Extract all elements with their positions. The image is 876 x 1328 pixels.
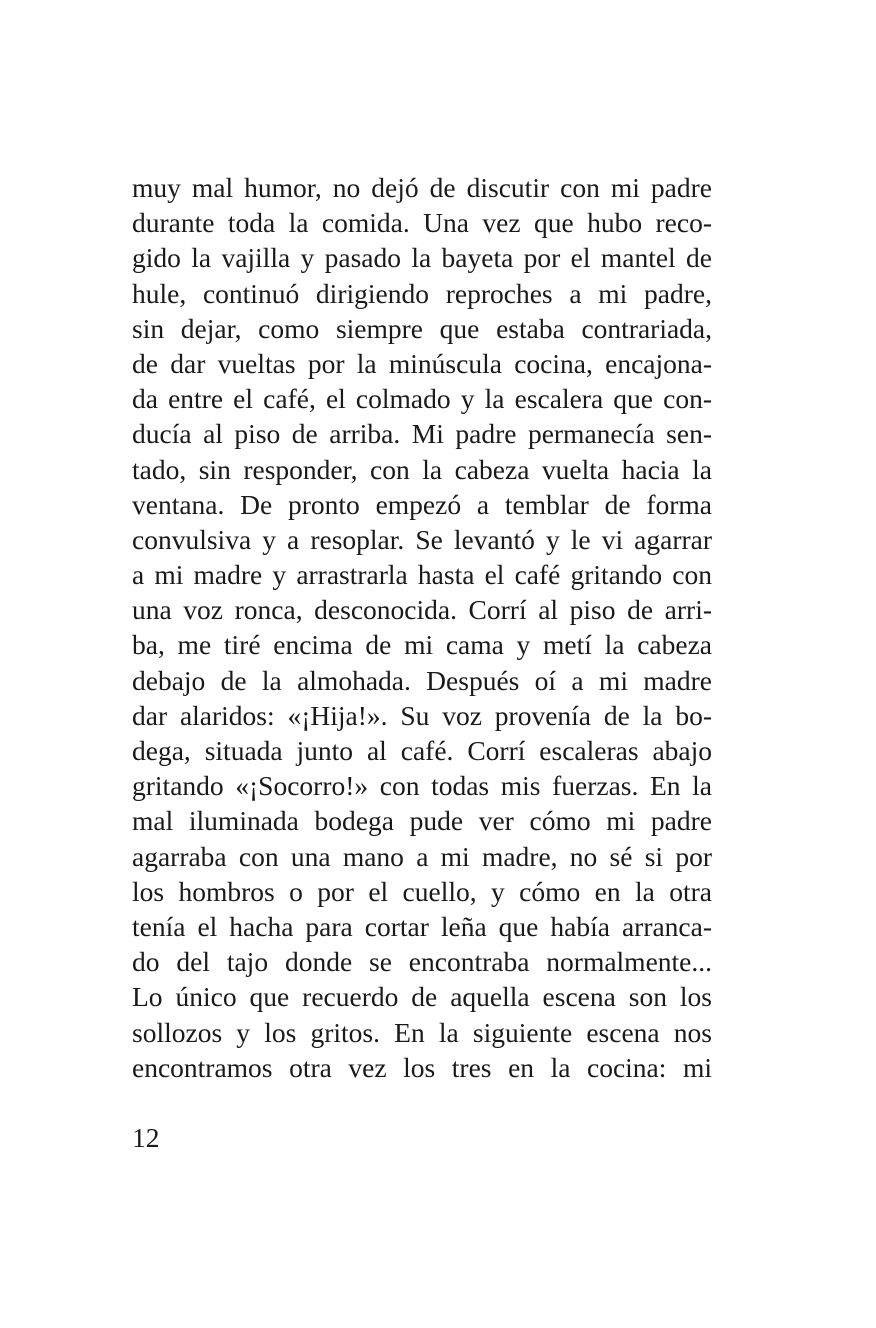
text-line: ducía al piso de arriba. Mi padre permanecía sen-: [132, 418, 712, 450]
text-line: tenía el hacha para cortar leña que había arranca-: [132, 910, 712, 942]
text-line: dega, situada junto al café. Corrí escaleras abajo: [132, 735, 712, 766]
text-line: una voz ronca, desconocida. Corrí al piso de arri-: [132, 594, 712, 626]
text-line: agarraba con una mano a mi madre, no sé si por: [132, 840, 712, 872]
text-line: ba, me tiré encima de mi cama y metí la cabeza: [132, 629, 712, 661]
text-line: Lo único que recuerdo de aquella escena son los: [132, 981, 712, 1013]
text-line: de dar vueltas por la minúscula cocina, encajona-: [132, 347, 712, 379]
text-line: mal iluminada bodega pude ver cómo mi padre: [132, 805, 712, 837]
text-line: muy mal humor, no dejó de discutir con mi padre: [132, 172, 712, 203]
text-line: gido la vajilla y pasado la bayeta por el mantel de: [132, 242, 712, 274]
text-line: do del tajo donde se encontraba normalmente...: [132, 946, 712, 978]
text-line: gritando «¡Socorro!» con todas mis fuerzas. En la: [132, 770, 712, 802]
text-line: da entre el café, el colmado y la escalera que con-: [132, 383, 712, 415]
text-line: debajo de la almohada. Después oí a mi madre: [132, 664, 712, 696]
text-line: convulsiva y a resoplar. Se levantó y le vi agarrar: [132, 523, 712, 555]
page-number: 12: [132, 1122, 160, 1153]
text-line: tado, sin responder, con la cabeza vuelta hacia la: [132, 453, 712, 485]
text-line: ventana. De pronto empezó a temblar de forma: [132, 488, 712, 520]
body-text: [132, 170, 712, 1085]
text-line: hule, continuó dirigiendo reproches a mi padre,: [132, 277, 712, 309]
text-line: a mi madre y arrastrarla hasta el café gritando con: [132, 559, 712, 591]
text-line: sin dejar, como siempre que estaba contrariada,: [132, 312, 712, 344]
text-line: los hombros o por el cuello, y cómo en la otra: [132, 875, 712, 907]
text-line: encontramos otra vez los tres en la cocina: mi: [132, 1051, 712, 1083]
text-line: durante toda la comida. Una vez que hubo reco-: [132, 207, 712, 239]
text-line: dar alaridos: «¡Hija!». Su voz provenía de la bo-: [132, 699, 712, 731]
text-line: sollozos y los gritos. En la siguiente escena nos: [132, 1016, 712, 1048]
